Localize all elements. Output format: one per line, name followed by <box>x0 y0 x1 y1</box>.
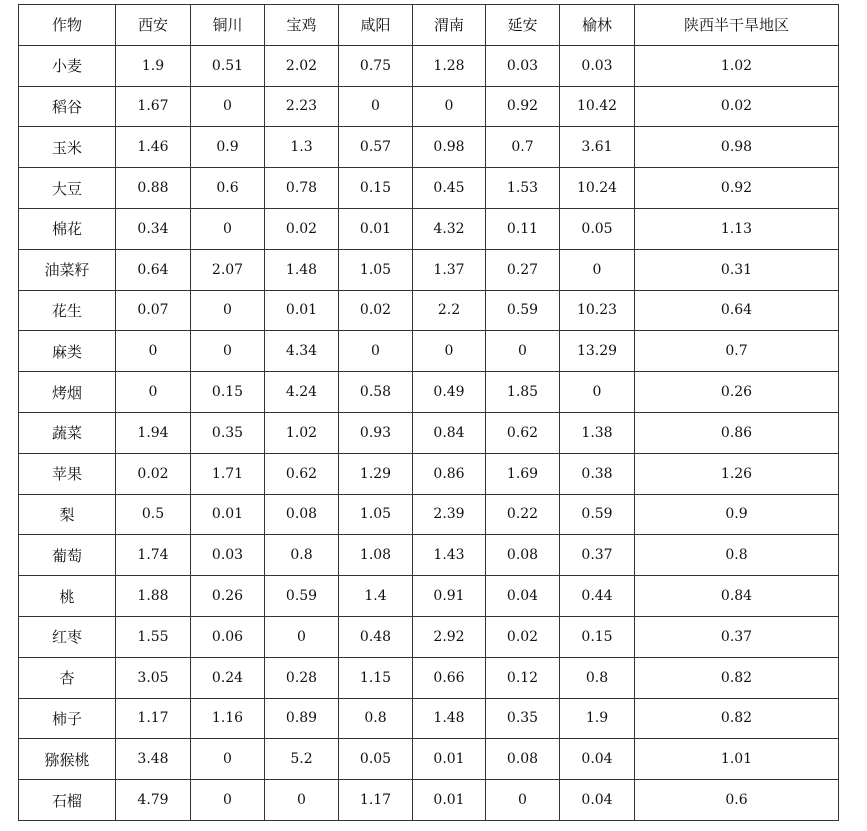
value-cell: 0.62 <box>265 453 339 494</box>
value-cell: 0.82 <box>635 657 839 698</box>
value-cell: 0.93 <box>339 412 413 453</box>
value-cell: 0 <box>413 331 486 372</box>
value-cell: 0.49 <box>413 372 486 413</box>
column-header-semiarid-region: 陕西半干旱地区 <box>635 5 839 46</box>
value-cell: 0.22 <box>486 494 560 535</box>
value-cell: 0.01 <box>265 290 339 331</box>
value-cell: 0.07 <box>116 290 191 331</box>
value-cell: 0.44 <box>560 576 635 617</box>
value-cell: 0.15 <box>560 616 635 657</box>
crop-name-cell: 蔬菜 <box>19 412 116 453</box>
value-cell: 0.31 <box>635 249 839 290</box>
value-cell: 0.03 <box>560 45 635 86</box>
value-cell: 0.8 <box>635 535 839 576</box>
value-cell: 1.67 <box>116 86 191 127</box>
value-cell: 1.29 <box>339 453 413 494</box>
value-cell: 0 <box>486 331 560 372</box>
column-header-xian: 西安 <box>116 5 191 46</box>
value-cell: 1.05 <box>339 249 413 290</box>
crop-name-cell: 烤烟 <box>19 372 116 413</box>
table-row <box>19 780 839 821</box>
value-cell: 13.29 <box>560 331 635 372</box>
table-row <box>19 535 839 576</box>
value-cell: 0.86 <box>635 412 839 453</box>
value-cell: 0.12 <box>486 657 560 698</box>
value-cell: 0.57 <box>339 127 413 168</box>
value-cell: 0.9 <box>191 127 265 168</box>
crop-name-cell: 梨 <box>19 494 116 535</box>
value-cell: 2.23 <box>265 86 339 127</box>
value-cell: 0 <box>560 249 635 290</box>
value-cell: 1.15 <box>339 657 413 698</box>
crop-name-cell: 猕猴桃 <box>19 739 116 780</box>
value-cell: 1.46 <box>116 127 191 168</box>
crop-name-cell: 小麦 <box>19 45 116 86</box>
table-row <box>19 739 839 780</box>
value-cell: 0.02 <box>635 86 839 127</box>
value-cell: 0.05 <box>560 208 635 249</box>
value-cell: 0.62 <box>486 412 560 453</box>
value-cell: 0.08 <box>486 739 560 780</box>
value-cell: 0.91 <box>413 576 486 617</box>
table-row <box>19 576 839 617</box>
value-cell: 0.03 <box>191 535 265 576</box>
value-cell: 0.8 <box>265 535 339 576</box>
crop-name-cell: 大豆 <box>19 168 116 209</box>
value-cell: 0 <box>191 739 265 780</box>
value-cell: 1.28 <box>413 45 486 86</box>
value-cell: 0 <box>413 86 486 127</box>
table-row <box>19 86 839 127</box>
value-cell: 1.13 <box>635 208 839 249</box>
value-cell: 0.59 <box>486 290 560 331</box>
value-cell: 0.02 <box>265 208 339 249</box>
table-row <box>19 331 839 372</box>
value-cell: 0.8 <box>560 657 635 698</box>
value-cell: 1.17 <box>116 698 191 739</box>
value-cell: 3.48 <box>116 739 191 780</box>
value-cell: 0.02 <box>116 453 191 494</box>
table-row <box>19 412 839 453</box>
table-row <box>19 453 839 494</box>
value-cell: 1.88 <box>116 576 191 617</box>
value-cell: 0.75 <box>339 45 413 86</box>
value-cell: 10.23 <box>560 290 635 331</box>
value-cell: 1.02 <box>635 45 839 86</box>
table-row <box>19 249 839 290</box>
value-cell: 0.26 <box>191 576 265 617</box>
value-cell: 0.5 <box>116 494 191 535</box>
crop-name-cell: 红枣 <box>19 616 116 657</box>
value-cell: 1.17 <box>339 780 413 821</box>
value-cell: 4.32 <box>413 208 486 249</box>
value-cell: 0.27 <box>486 249 560 290</box>
value-cell: 0.9 <box>635 494 839 535</box>
crop-name-cell: 葡萄 <box>19 535 116 576</box>
value-cell: 0.04 <box>560 780 635 821</box>
value-cell: 1.05 <box>339 494 413 535</box>
value-cell: 0.04 <box>486 576 560 617</box>
crop-data-table <box>18 4 839 821</box>
value-cell: 0.28 <box>265 657 339 698</box>
value-cell: 0.48 <box>339 616 413 657</box>
value-cell: 2.2 <box>413 290 486 331</box>
value-cell: 0 <box>265 616 339 657</box>
column-header-baoji: 宝鸡 <box>265 5 339 46</box>
table-row <box>19 168 839 209</box>
value-cell: 0.24 <box>191 657 265 698</box>
value-cell: 1.94 <box>116 412 191 453</box>
value-cell: 0.7 <box>635 331 839 372</box>
value-cell: 0.98 <box>635 127 839 168</box>
table-row <box>19 494 839 535</box>
crop-name-cell: 花生 <box>19 290 116 331</box>
value-cell: 2.39 <box>413 494 486 535</box>
value-cell: 2.07 <box>191 249 265 290</box>
value-cell: 1.16 <box>191 698 265 739</box>
value-cell: 1.08 <box>339 535 413 576</box>
value-cell: 0.92 <box>635 168 839 209</box>
table-header <box>19 5 839 46</box>
table-row <box>19 127 839 168</box>
value-cell: 4.24 <box>265 372 339 413</box>
value-cell: 0.86 <box>413 453 486 494</box>
value-cell: 0 <box>339 331 413 372</box>
crop-name-cell: 苹果 <box>19 453 116 494</box>
value-cell: 0 <box>191 208 265 249</box>
value-cell: 0.7 <box>486 127 560 168</box>
value-cell: 0.08 <box>486 535 560 576</box>
value-cell: 0.11 <box>486 208 560 249</box>
value-cell: 2.92 <box>413 616 486 657</box>
value-cell: 0.35 <box>486 698 560 739</box>
value-cell: 0.01 <box>339 208 413 249</box>
value-cell: 0.38 <box>560 453 635 494</box>
value-cell: 1.48 <box>413 698 486 739</box>
value-cell: 0.92 <box>486 86 560 127</box>
value-cell: 0.26 <box>635 372 839 413</box>
column-header-crop: 作物 <box>19 5 116 46</box>
header-row <box>19 5 839 46</box>
value-cell: 0.01 <box>191 494 265 535</box>
value-cell: 1.71 <box>191 453 265 494</box>
column-header-tongchuan: 铜川 <box>191 5 265 46</box>
value-cell: 2.02 <box>265 45 339 86</box>
value-cell: 10.42 <box>560 86 635 127</box>
crop-name-cell: 稻谷 <box>19 86 116 127</box>
crop-name-cell: 油菜籽 <box>19 249 116 290</box>
value-cell: 0 <box>191 780 265 821</box>
column-header-yanan: 延安 <box>486 5 560 46</box>
value-cell: 3.05 <box>116 657 191 698</box>
table-body <box>19 45 839 820</box>
value-cell: 0.08 <box>265 494 339 535</box>
value-cell: 0.78 <box>265 168 339 209</box>
table-row <box>19 45 839 86</box>
table-row <box>19 657 839 698</box>
value-cell: 0.15 <box>339 168 413 209</box>
value-cell: 0.59 <box>560 494 635 535</box>
value-cell: 0.03 <box>486 45 560 86</box>
value-cell: 0 <box>191 86 265 127</box>
value-cell: 0.58 <box>339 372 413 413</box>
value-cell: 0.59 <box>265 576 339 617</box>
value-cell: 0 <box>191 331 265 372</box>
value-cell: 0.82 <box>635 698 839 739</box>
crop-name-cell: 棉花 <box>19 208 116 249</box>
value-cell: 1.48 <box>265 249 339 290</box>
value-cell: 1.3 <box>265 127 339 168</box>
value-cell: 1.9 <box>560 698 635 739</box>
value-cell: 1.55 <box>116 616 191 657</box>
value-cell: 1.74 <box>116 535 191 576</box>
value-cell: 1.37 <box>413 249 486 290</box>
value-cell: 1.26 <box>635 453 839 494</box>
crop-name-cell: 桃 <box>19 576 116 617</box>
value-cell: 0.04 <box>560 739 635 780</box>
table-row <box>19 290 839 331</box>
value-cell: 0.37 <box>635 616 839 657</box>
crop-data-table-container <box>18 4 838 821</box>
value-cell: 1.43 <box>413 535 486 576</box>
value-cell: 0.37 <box>560 535 635 576</box>
value-cell: 4.79 <box>116 780 191 821</box>
table-row <box>19 616 839 657</box>
crop-name-cell: 玉米 <box>19 127 116 168</box>
crop-name-cell: 杏 <box>19 657 116 698</box>
value-cell: 0.01 <box>413 780 486 821</box>
value-cell: 0 <box>486 780 560 821</box>
value-cell: 0.15 <box>191 372 265 413</box>
value-cell: 1.9 <box>116 45 191 86</box>
value-cell: 0 <box>265 780 339 821</box>
value-cell: 0.35 <box>191 412 265 453</box>
table-row <box>19 698 839 739</box>
value-cell: 0.06 <box>191 616 265 657</box>
value-cell: 0.02 <box>339 290 413 331</box>
value-cell: 0 <box>116 372 191 413</box>
value-cell: 0.6 <box>635 780 839 821</box>
table-row <box>19 372 839 413</box>
crop-name-cell: 石榴 <box>19 780 116 821</box>
value-cell: 1.38 <box>560 412 635 453</box>
value-cell: 0.98 <box>413 127 486 168</box>
value-cell: 0.01 <box>413 739 486 780</box>
column-header-xianyang: 咸阳 <box>339 5 413 46</box>
value-cell: 1.53 <box>486 168 560 209</box>
value-cell: 0.34 <box>116 208 191 249</box>
value-cell: 1.4 <box>339 576 413 617</box>
value-cell: 0.8 <box>339 698 413 739</box>
value-cell: 0.64 <box>116 249 191 290</box>
crop-name-cell: 麻类 <box>19 331 116 372</box>
value-cell: 0.51 <box>191 45 265 86</box>
value-cell: 0 <box>560 372 635 413</box>
value-cell: 0.6 <box>191 168 265 209</box>
value-cell: 0.84 <box>413 412 486 453</box>
value-cell: 0.64 <box>635 290 839 331</box>
value-cell: 4.34 <box>265 331 339 372</box>
value-cell: 0.45 <box>413 168 486 209</box>
value-cell: 1.69 <box>486 453 560 494</box>
value-cell: 0 <box>116 331 191 372</box>
crop-name-cell: 柿子 <box>19 698 116 739</box>
value-cell: 3.61 <box>560 127 635 168</box>
value-cell: 0 <box>339 86 413 127</box>
value-cell: 0 <box>191 290 265 331</box>
value-cell: 0.66 <box>413 657 486 698</box>
value-cell: 0.89 <box>265 698 339 739</box>
value-cell: 0.02 <box>486 616 560 657</box>
value-cell: 1.01 <box>635 739 839 780</box>
column-header-weinan: 渭南 <box>413 5 486 46</box>
value-cell: 0.88 <box>116 168 191 209</box>
value-cell: 5.2 <box>265 739 339 780</box>
value-cell: 10.24 <box>560 168 635 209</box>
value-cell: 0.05 <box>339 739 413 780</box>
value-cell: 0.84 <box>635 576 839 617</box>
table-row <box>19 208 839 249</box>
value-cell: 1.02 <box>265 412 339 453</box>
value-cell: 1.85 <box>486 372 560 413</box>
column-header-yulin: 榆林 <box>560 5 635 46</box>
